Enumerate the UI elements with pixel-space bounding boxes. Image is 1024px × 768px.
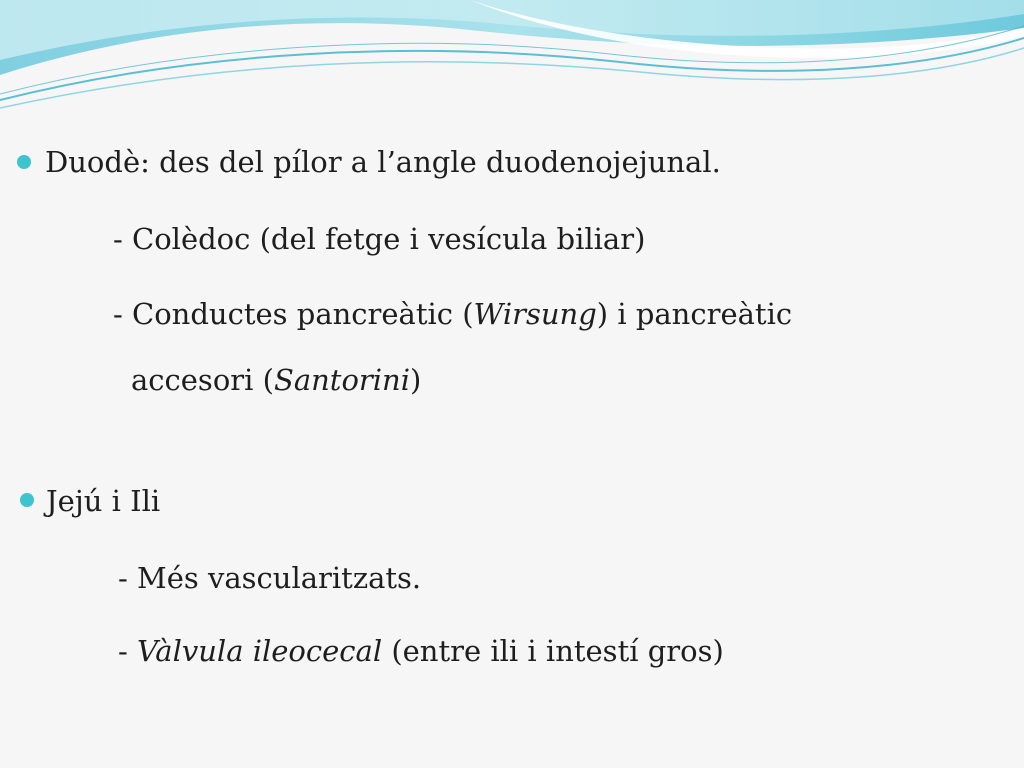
point-text-italic: Wirsung (473, 297, 597, 331)
continuation-pre: accesori ( (131, 363, 274, 397)
point-text-pre: Conductes pancreàtic ( (132, 297, 474, 331)
section-heading-jejunum-ileum: Jejú i Ili (46, 484, 161, 518)
dash: - (118, 634, 138, 668)
point-vascularized (118, 560, 421, 596)
point-text: Més vascularitzats. (137, 561, 422, 595)
point-text: Colèdoc (del fetge i vesícula biliar) (132, 222, 646, 256)
point-text-italic: Vàlvula ileocecal (137, 634, 383, 668)
bullet-icon (17, 155, 31, 169)
continuation-post: ) (410, 363, 422, 397)
point-choledochus (113, 221, 645, 257)
dash: - (113, 297, 133, 331)
dash: - (113, 222, 133, 256)
point-pancreatic-ducts-continuation (131, 362, 421, 398)
dash: - (118, 561, 138, 595)
continuation-italic: Santorini (273, 363, 410, 397)
point-pancreatic-ducts (113, 296, 792, 332)
header-wave-decoration (0, 0, 1024, 120)
point-ileocecal-valve (118, 633, 724, 669)
point-text-post: ) i pancreàtic (596, 297, 793, 331)
section-heading-duodenum: Duodè: des del pílor a l’angle duodenojejunal. (45, 145, 721, 179)
point-text-post: (entre ili i intestí gros) (382, 634, 724, 668)
bullet-icon (20, 493, 34, 507)
